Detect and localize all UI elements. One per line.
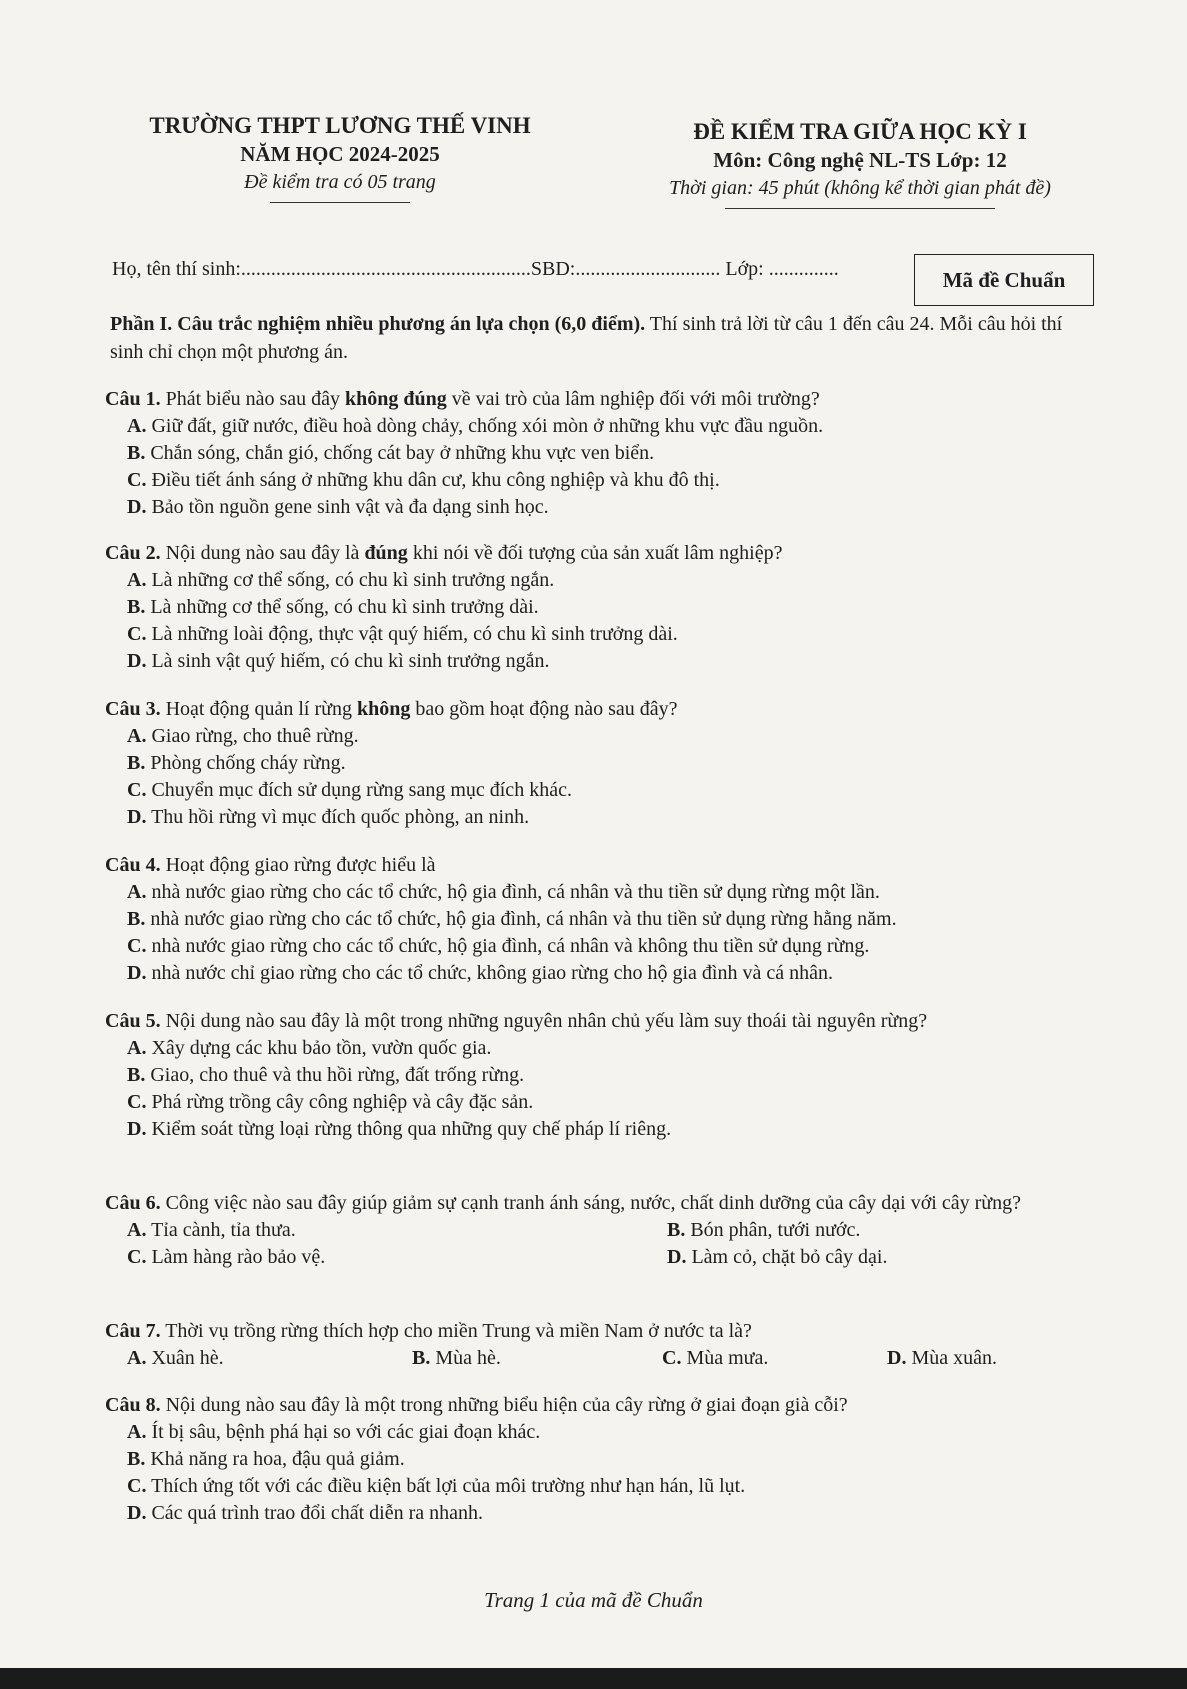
option: C. Phá rừng trồng cây công nghiệp và cây đặc sản. <box>127 1091 534 1113</box>
question-1 <box>105 386 1105 521</box>
option: A. Xuân hè. <box>127 1347 224 1369</box>
question-text: Nội dung nào sau đây là một trong những biểu hiện của cây rừng ở giai đoạn già cỗi? <box>160 1394 848 1416</box>
exam-title: ĐỀ KIỂM TRA GIỮA HỌC KỲ I <box>693 119 1027 144</box>
option: B. Khả năng ra hoa, đậu quả giảm. <box>127 1448 405 1470</box>
question-5 <box>105 1008 1105 1143</box>
exam-code-box: Mã đề Chuẩn <box>914 254 1094 306</box>
question-8 <box>105 1392 1105 1527</box>
question-2 <box>105 540 1105 675</box>
question-text: Nội dung nào sau đây là <box>160 542 365 564</box>
question-label: Câu 3. <box>105 698 161 720</box>
question-text: Nội dung nào sau đây là một trong những nguyên nhân chủ yếu làm suy thoái tài nguyên rừng? <box>160 1010 928 1032</box>
header-right-rule <box>725 208 995 209</box>
question-4 <box>105 852 1105 987</box>
question-text: Hoạt động quản lí rừng <box>160 698 357 720</box>
page-count-note: Đề kiểm tra có 05 trang <box>244 171 436 193</box>
question-label: Câu 1. <box>105 388 161 410</box>
exam-subject: Môn: Công nghệ NL-TS Lớp: 12 <box>713 148 1007 172</box>
option: D. Thu hồi rừng vì mục đích quốc phòng, an ninh. <box>127 806 530 828</box>
option: D. Kiểm soát từng loại rừng thông qua những quy chế pháp lí riêng. <box>127 1118 672 1140</box>
question-emphasis: đúng <box>364 542 408 564</box>
question-text: về vai trò của lâm nghiệp đối với môi trường? <box>446 388 820 410</box>
option: A. Là những cơ thể sống, có chu kì sinh trưởng ngắn. <box>127 569 555 591</box>
part-1-instructions <box>110 310 1100 366</box>
option: B. Giao, cho thuê và thu hồi rừng, đất trống rừng. <box>127 1064 525 1086</box>
option: A. Tỉa cành, tỉa thưa. <box>127 1219 296 1241</box>
question-label: Câu 8. <box>105 1394 161 1416</box>
question-text: Thời vụ trồng rừng thích hợp cho miền Trung và miền Nam ở nước ta là? <box>160 1320 752 1342</box>
option: D. Làm cỏ, chặt bỏ cây dại. <box>667 1246 888 1268</box>
option: A. Giao rừng, cho thuê rừng. <box>127 725 359 747</box>
option: B. Bón phân, tưới nước. <box>667 1219 861 1241</box>
option: D. Bảo tồn nguồn gene sinh vật và đa dạng sinh học. <box>127 496 549 518</box>
option: C. Làm hàng rào bảo vệ. <box>127 1246 326 1268</box>
school-header <box>120 112 560 203</box>
question-label: Câu 7. <box>105 1320 161 1342</box>
option: A. nhà nước giao rừng cho các tổ chức, hộ gia đình, cá nhân và thu tiền sử dụng rừng một lần. <box>127 881 880 903</box>
question-label: Câu 2. <box>105 542 161 564</box>
option: D. Các quá trình trao đổi chất diễn ra nhanh. <box>127 1502 484 1524</box>
option: B. nhà nước giao rừng cho các tổ chức, hộ gia đình, cá nhân và thu tiền sử dụng rừng hằng năm. <box>127 908 897 930</box>
exam-header <box>600 118 1120 209</box>
question-label: Câu 4. <box>105 854 161 876</box>
option: D. Mùa xuân. <box>887 1347 997 1369</box>
option: C. nhà nước giao rừng cho các tổ chức, hộ gia đình, cá nhân và không thu tiền sử dụng rừng. <box>127 935 870 957</box>
student-info-line: Họ, tên thí sinh:..........................................................SBD:............................. Lớp: .............. <box>112 258 839 280</box>
part-1-title: Phần I. Câu trắc nghiệm nhiều phương án lựa chọn (6,0 điểm). <box>110 313 646 335</box>
option: B. Chắn sóng, chắn gió, chống cát bay ở những khu vực ven biển. <box>127 442 655 464</box>
part-1-desc: Thí sinh trả lời từ câu 1 đến câu 24. Mỗi câu hỏi thí sinh chỉ chọn một phương án. <box>110 313 1063 363</box>
question-7 <box>105 1318 1105 1372</box>
option: B. Phòng chống cháy rừng. <box>127 752 346 774</box>
header-left-rule <box>270 202 410 203</box>
option: D. Là sinh vật quý hiếm, có chu kì sinh trưởng ngắn. <box>127 650 550 672</box>
school-year: NĂM HỌC 2024-2025 <box>240 142 440 166</box>
question-label: Câu 6. <box>105 1192 161 1214</box>
page-footer: Trang 1 của mã đề Chuẩn <box>484 1588 703 1612</box>
option: B. Là những cơ thể sống, có chu kì sinh trưởng dài. <box>127 596 539 618</box>
option: C. Chuyển mục đích sử dụng rừng sang mục đích khác. <box>127 779 572 801</box>
scan-edge-bar <box>0 1668 1187 1689</box>
option: D. nhà nước chỉ giao rừng cho các tổ chức, không giao rừng cho hộ gia đình và cá nhân. <box>127 962 833 984</box>
option: B. Mùa hè. <box>412 1347 501 1369</box>
option: C. Thích ứng tốt với các điều kiện bất lợi của môi trường như hạn hán, lũ lụt. <box>127 1475 746 1497</box>
question-text: khi nói về đối tượng của sản xuất lâm nghiệp? <box>407 542 783 564</box>
question-text: bao gồm hoạt động nào sau đây? <box>410 698 678 720</box>
question-text: Hoạt động giao rừng được hiểu là <box>160 854 436 876</box>
question-3 <box>105 696 1105 831</box>
question-emphasis: không đúng <box>344 388 447 410</box>
question-emphasis: không <box>356 698 411 720</box>
option: C. Điều tiết ánh sáng ở những khu dân cư, khu công nghiệp và khu đô thị. <box>127 469 720 491</box>
option: A. Giữ đất, giữ nước, điều hoà dòng chảy, chống xói mòn ở những khu vực đầu nguồn. <box>127 415 824 437</box>
question-text: Công việc nào sau đây giúp giảm sự cạnh tranh ánh sáng, nước, chất dinh dưỡng của cây dại với cây rừng? <box>160 1192 1021 1214</box>
option: C. Mùa mưa. <box>662 1347 769 1369</box>
question-6 <box>105 1190 1105 1271</box>
option: A. Ít bị sâu, bệnh phá hại so với các giai đoạn khác. <box>127 1421 541 1443</box>
question-text: Phát biểu nào sau đây <box>160 388 345 410</box>
option: C. Là những loài động, thực vật quý hiếm, có chu kì sinh trưởng dài. <box>127 623 678 645</box>
exam-time: Thời gian: 45 phút (không kể thời gian phát đề) <box>669 177 1051 199</box>
school-name: TRƯỜNG THPT LƯƠNG THẾ VINH <box>149 113 531 138</box>
question-label: Câu 5. <box>105 1010 161 1032</box>
option: A. Xây dựng các khu bảo tồn, vườn quốc gia. <box>127 1037 492 1059</box>
